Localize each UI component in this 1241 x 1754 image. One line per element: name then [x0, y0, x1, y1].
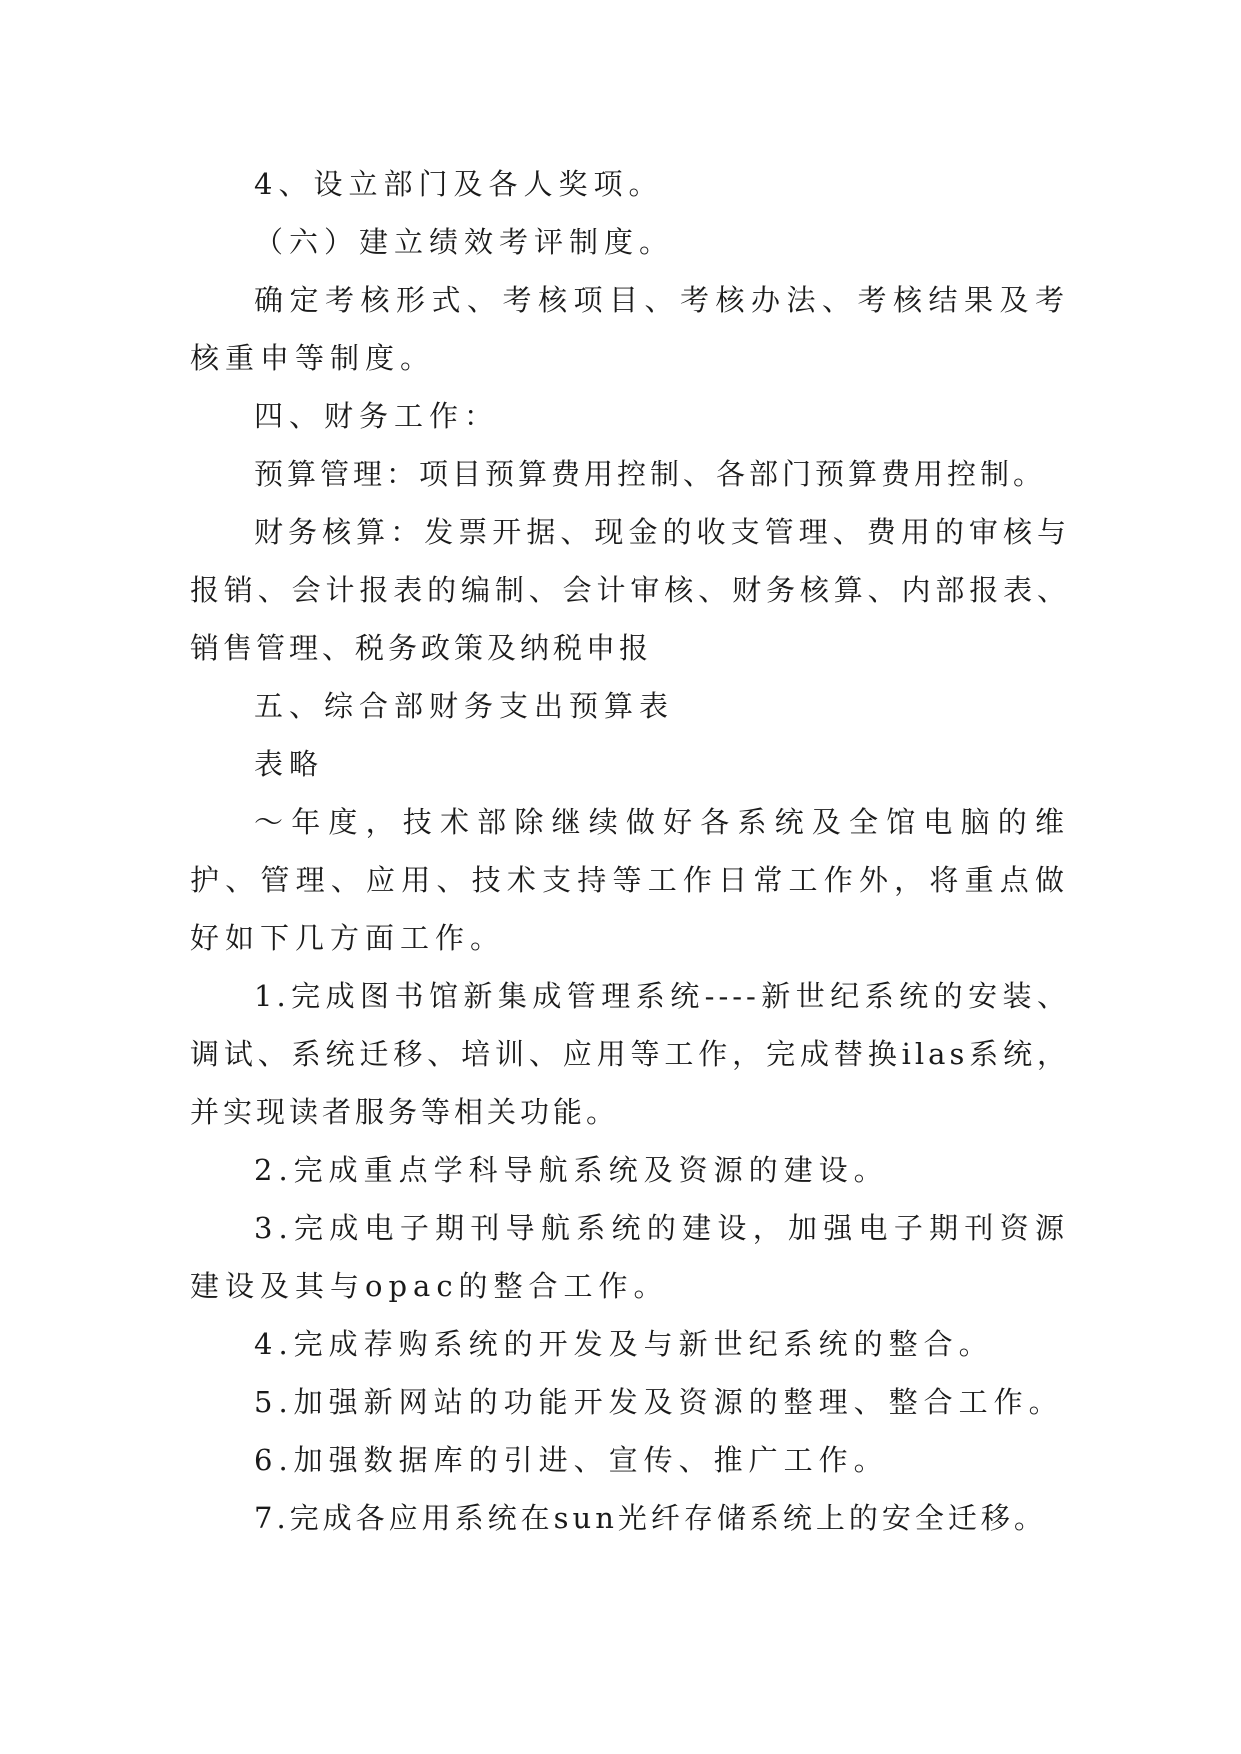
list-item-6: 6.加强数据库的引进、宣传、推广工作。 [254, 1443, 889, 1477]
paragraph-financial-accounting: 财务核算：发票开据、现金的收支管理、费用的审核与报销、会计报表的编制、会计审核、财务核算、内部报表、销售管理、税务政策及纳税申报 [190, 515, 1070, 665]
list-item-4: 4.完成荐购系统的开发及与新世纪系统的整合。 [254, 1327, 994, 1361]
list-item-7: 7.完成各应用系统在sun光纤存储系统上的安全迁移。 [254, 1501, 1047, 1535]
heading-budget-table: 五、综合部财务支出预算表 [254, 689, 675, 723]
paragraph-assessment: 确定考核形式、考核项目、考核办法、考核结果及考核重申等制度。 [190, 283, 1070, 375]
list-item-3: 3.完成电子期刊导航系统的建设，加强电子期刊资源建设及其与opac的整合工作。 [190, 1211, 1070, 1303]
list-item-2: 2.完成重点学科导航系统及资源的建设。 [254, 1153, 889, 1187]
list-item-1: 1.完成图书馆新集成管理系统----新世纪系统的安装、调试、系统迁移、培训、应用等工作，完成替换ilas系统，并实现读者服务等相关功能。 [190, 979, 1070, 1129]
paragraph-tech-dept-intro: ～年度，技术部除继续做好各系统及全馆电脑的维护、管理、应用、技术支持等工作日常工作外，将重点做好如下几方面工作。 [190, 805, 1070, 955]
paragraph-awards: 4、设立部门及各人奖项。 [254, 167, 664, 201]
heading-finance-work: 四、财务工作： [254, 399, 500, 433]
list-item-5: 5.加强新网站的功能开发及资源的整理、整合工作。 [254, 1385, 1064, 1419]
paragraph-budget-management: 预算管理：项目预算费用控制、各部门预算费用控制。 [254, 457, 1047, 491]
heading-performance-system: （六）建立绩效考评制度。 [254, 225, 675, 259]
paragraph-table-omitted: 表略 [254, 747, 325, 781]
document-body [190, 155, 1070, 1547]
